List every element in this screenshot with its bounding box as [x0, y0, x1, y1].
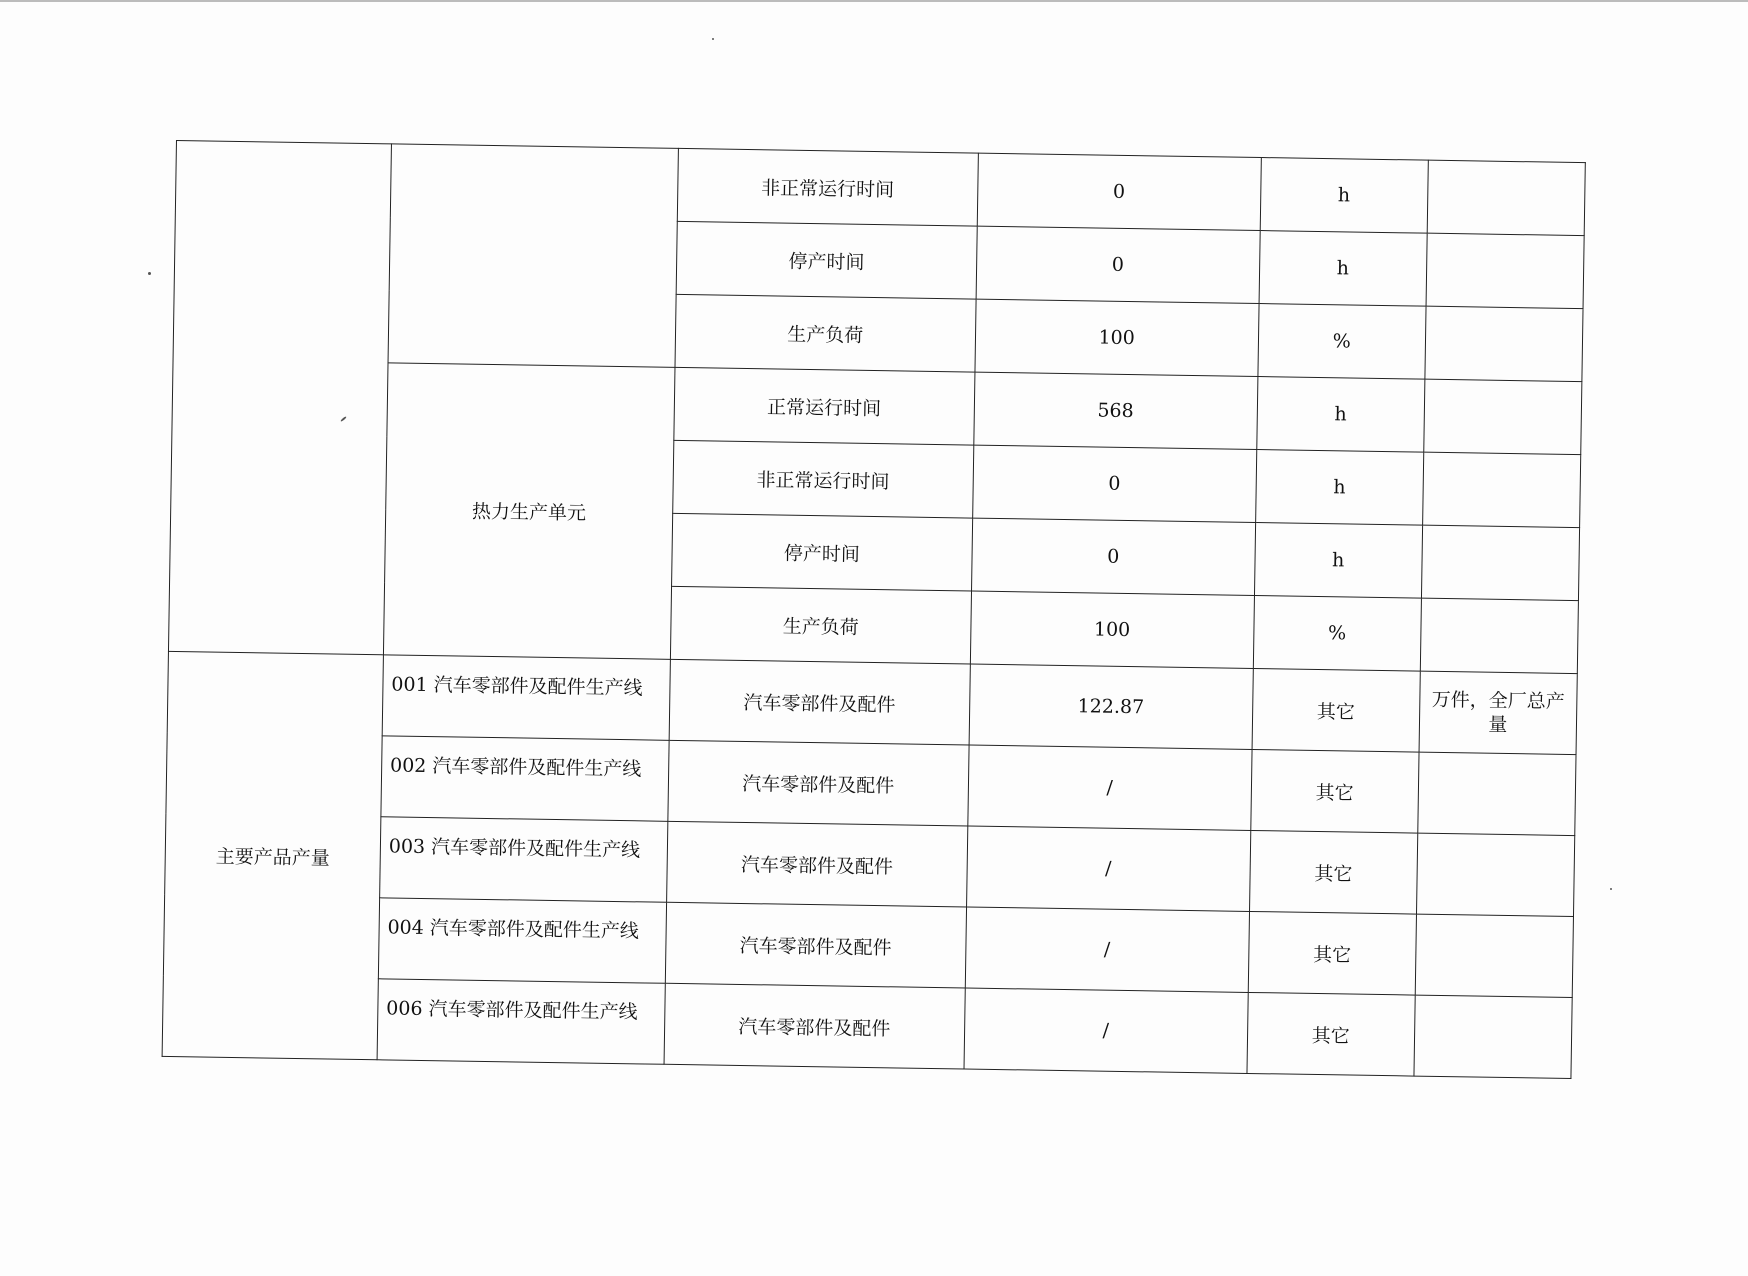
value-cell: 0 — [976, 226, 1260, 303]
note-cell — [1424, 379, 1582, 454]
note-cell — [1426, 233, 1584, 308]
unit-cell: % — [1258, 304, 1426, 380]
value-cell: / — [965, 907, 1249, 992]
value-cell: 0 — [977, 153, 1261, 230]
metric-cell: 非正常运行时间 — [672, 440, 973, 518]
value-cell: / — [966, 826, 1250, 911]
value-cell: / — [964, 988, 1248, 1073]
unit-cell: h — [1255, 450, 1423, 526]
note-cell — [1422, 452, 1580, 527]
unit-cell: h — [1260, 158, 1428, 234]
note-cell — [1415, 914, 1573, 997]
production-line-cell: 006 汽车零部件及配件生产线 — [377, 979, 665, 1064]
unit-cell: 其它 — [1252, 668, 1421, 752]
product-cell: 汽车零部件及配件 — [669, 659, 970, 745]
note-cell — [1420, 598, 1578, 673]
unit-cell: 其它 — [1249, 830, 1418, 914]
unit-cell: 其它 — [1250, 749, 1419, 833]
unit-cell: h — [1256, 377, 1424, 453]
value-cell: 100 — [970, 591, 1254, 668]
note-cell — [1421, 525, 1579, 600]
note-cell — [1427, 160, 1585, 235]
unit-cell: h — [1254, 522, 1422, 598]
products-section-label: 主要产品产量 — [162, 651, 383, 1059]
section-cell-blank — [168, 141, 391, 655]
unit-cell: h — [1259, 231, 1427, 307]
thermal-unit-label: 热力生产单元 — [383, 363, 674, 659]
metric-cell: 停产时间 — [671, 513, 972, 591]
product-cell: 汽车零部件及配件 — [664, 983, 965, 1069]
product-cell: 汽车零部件及配件 — [668, 740, 969, 826]
operation-data-table — [162, 140, 1586, 1079]
scan-speck — [148, 272, 151, 275]
value-cell: 568 — [974, 372, 1258, 449]
production-line-cell: 003 汽车零部件及配件生产线 — [380, 817, 668, 902]
scan-speck — [712, 38, 714, 40]
production-line-cell: 002 汽车零部件及配件生产线 — [381, 736, 669, 821]
value-cell: 122.87 — [969, 664, 1253, 749]
note-cell — [1425, 306, 1583, 381]
metric-cell: 生产负荷 — [670, 586, 971, 664]
note-cell — [1416, 833, 1574, 916]
document-table-wrapper — [162, 140, 1586, 1079]
note-cell: 万件，全厂总产量 — [1419, 671, 1577, 754]
product-cell: 汽车零部件及配件 — [666, 821, 967, 907]
note-cell — [1418, 752, 1576, 835]
note-cell — [1414, 995, 1572, 1078]
value-cell: 100 — [975, 299, 1259, 376]
unit-cell: 其它 — [1248, 911, 1417, 995]
unit-cell-blank — [388, 144, 678, 367]
metric-cell: 停产时间 — [676, 221, 977, 299]
metric-cell: 生产负荷 — [675, 294, 976, 372]
production-line-cell: 001 汽车零部件及配件生产线 — [382, 655, 670, 740]
table-row — [175, 141, 1585, 236]
unit-cell: 其它 — [1247, 992, 1416, 1076]
scan-edge-line — [0, 0, 1748, 2]
metric-cell: 非正常运行时间 — [677, 148, 978, 226]
metric-cell: 正常运行时间 — [674, 367, 975, 445]
value-cell: / — [968, 745, 1252, 830]
product-cell: 汽车零部件及配件 — [665, 902, 966, 988]
production-line-cell: 004 汽车零部件及配件生产线 — [378, 898, 666, 983]
value-cell: 0 — [972, 445, 1256, 522]
scan-speck — [1610, 888, 1612, 890]
value-cell: 0 — [971, 518, 1255, 595]
unit-cell: % — [1253, 595, 1421, 671]
